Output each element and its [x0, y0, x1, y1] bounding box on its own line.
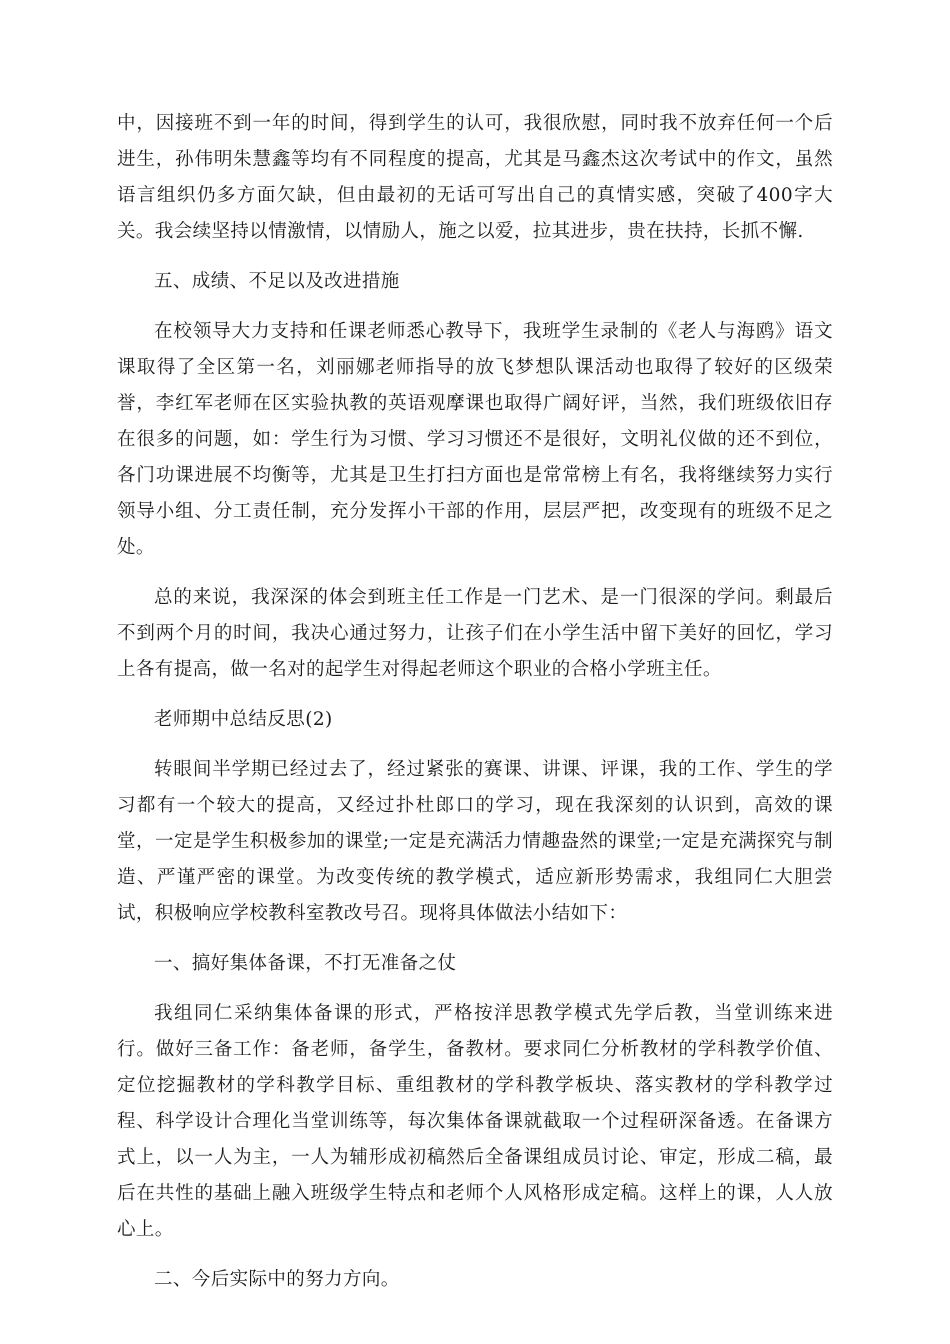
section-heading-one: 一、搞好集体备课，不打无准备之仗: [154, 953, 457, 974]
section-heading-two: 二、今后实际中的努力方向。: [154, 1269, 400, 1290]
paragraph-summary: 总的来说，我深深的体会到班主任工作是一门艺术、是一门很深的学问。剩最后不到两个月的时间，我决心通过努力，让孩子们在小学生活中留下美好的回忆，学习上各有提高，做一名对的起学生对得起老师这个职业的合格小学班主任。: [117, 587, 833, 680]
document-body: [117, 106, 833, 1312]
paragraph-achievements: 在校领导大力支持和任课老师悉心教导下，我班学生录制的《老人与海鸥》语文课取得了全区第一名，刘丽娜老师指导的放飞梦想队课活动也取得了较好的区级荣誉，李红军老师在区实验执教的英语观摩课也取得广阔好评，当然，我们班级依旧存在很多的问题，如：学生行为习惯、学习习惯还不是很好，文明礼仪做的还不到位，各门功课进展不均衡等，尤其是卫生打扫方面也是常常榜上有名，我将继续努力实行领导小组、分工责任制，充分发挥小干部的作用，层层严把，改变现有的班级不足之处。: [117, 321, 833, 558]
section-heading-five: 五、成绩、不足以及改进措施: [154, 271, 400, 292]
paragraph-intro: 转眼间半学期已经过去了，经过紧张的赛课、讲课、评课，我的工作、学生的学习都有一个较大的提高，又经过扑杜郎口的学习，现在我深刻的认识到，高效的课堂，一定是学生积极参加的课堂;一定是充满活力情趣盎然的课堂;一定是充满探究与制造、严谨严密的课堂。为改变传统的教学模式，适应新形势需求，我组同仁大胆尝试，积极响应学校教科室教改号召。现将具体做法小结如下：: [117, 759, 833, 924]
article-title-2: 老师期中总结反思(2): [154, 709, 333, 730]
paragraph-continuation: 中，因接班不到一年的时间，得到学生的认可，我很欣慰，同时我不放弃任何一个后进生，孙伟明朱慧鑫等均有不同程度的提高，尤其是马鑫杰这次考试中的作文，虽然语言组织仍多方面欠缺，但由最初的无话可写出自己的真情实感，突破了400字大关。我会续坚持以情激情，以情励人，施之以爱，拉其进步，贵在扶持，长抓不懈.: [117, 113, 833, 242]
paragraph-collective-prep: 我组同仁采纳集体备课的形式，严格按洋思教学模式先学后教，当堂训练来进行。做好三备工作：备老师，备学生，备教材。要求同仁分析教材的学科教学价值、定位挖掘教材的学科教学目标、重组教材的学科教学板块、落实教材的学科教学过程、科学设计合理化当堂训练等，每次集体备课就截取一个过程研深备透。在备课方式上，以一人为主，一人为辅形成初稿然后全备课组成员讨论、审定，形成二稿，最后在共性的基础上融入班级学生特点和老师个人风格形成定稿。这样上的课，人人放心上。: [117, 1003, 833, 1240]
